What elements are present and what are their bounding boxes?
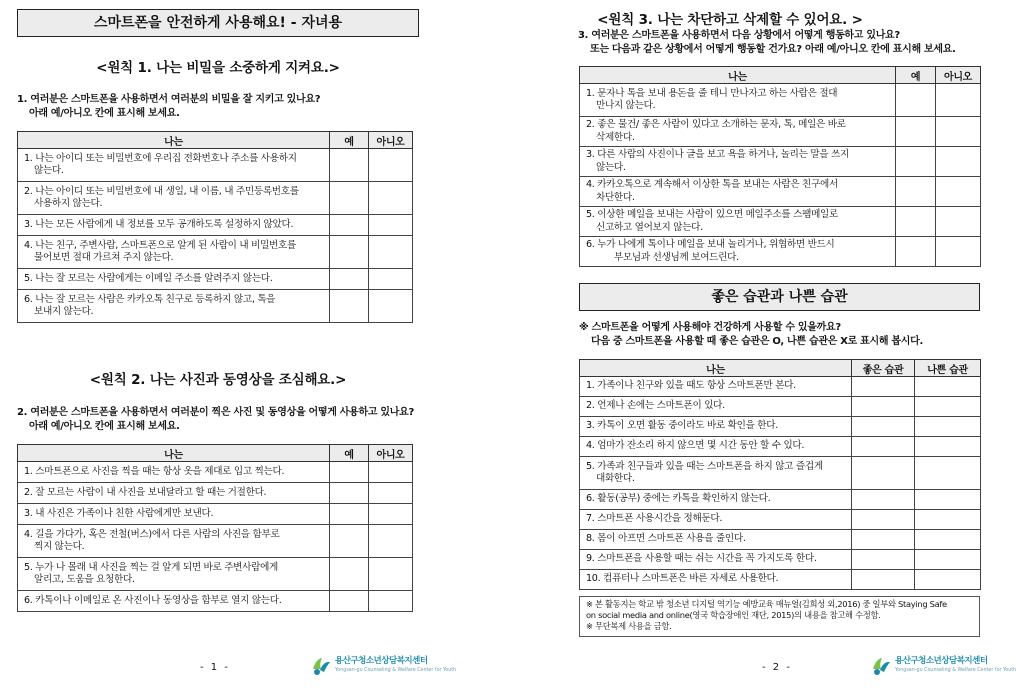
logo-mark-icon [310, 655, 332, 677]
logo-name: 용산구청소년상담복지센터 [335, 656, 428, 666]
good-habit-cell[interactable] [852, 510, 915, 530]
yes-checkbox-cell[interactable] [330, 462, 369, 483]
question-2-line-2: 아래 예/아니오 칸에 표시해 보세요. [29, 421, 180, 432]
page-number: - 2 - [762, 662, 792, 673]
no-checkbox-cell[interactable] [369, 525, 413, 558]
yes-checkbox-cell[interactable] [330, 236, 369, 269]
row-text: 5. 누가 나 몰래 내 사진을 찍는 걸 알게 되면 바로 주변사람에게 알리고, 도움을 요청한다. [18, 558, 330, 591]
table-row [18, 215, 413, 236]
column-header-good-habit: 좋은 습관 [852, 360, 915, 377]
row-text: 1. 문자나 톡을 보내 용돈을 줄 테니 만나자고 하는 사람은 절대 만나지 않는다. [580, 84, 896, 117]
table-row [580, 237, 981, 267]
yes-checkbox-cell[interactable] [330, 269, 369, 290]
no-checkbox-cell[interactable] [369, 215, 413, 236]
no-checkbox-cell[interactable] [369, 149, 413, 182]
principle-1-heading: <원칙 1. 나는 비밀을 소중하게 지켜요.> [96, 60, 340, 76]
row-text: 6. 카톡이나 이메일로 온 사진이나 동영상을 함부로 열지 않는다. [18, 591, 330, 612]
row-text: 6. 누가 나에게 톡이나 메일을 보내 놀리거나, 위협하면 반드시 부모님과 선생님께 보여드린다. [580, 237, 896, 267]
row-text: 8. 몸이 아프면 스마트폰 사용을 줄인다. [580, 530, 852, 550]
no-checkbox-cell[interactable] [369, 182, 413, 215]
row-text: 6. 활동(공부) 중에는 카톡을 확인하지 않는다. [580, 490, 852, 510]
no-checkbox-cell[interactable] [936, 117, 981, 147]
habits-checklist-table [579, 359, 981, 590]
table-row [580, 207, 981, 237]
table-row [580, 417, 981, 437]
bad-habit-cell[interactable] [915, 417, 981, 437]
row-text: 7. 스마트폰 사용시간을 정해둔다. [580, 510, 852, 530]
row-text: 2. 좋은 물건/ 좋은 사람이 있다고 소개하는 문자, 톡, 메일은 바로 삭제한다. [580, 117, 896, 147]
table-row [18, 483, 413, 504]
table-row [18, 269, 413, 290]
no-checkbox-cell[interactable] [369, 290, 413, 323]
no-checkbox-cell[interactable] [369, 558, 413, 591]
question-2 [17, 406, 414, 434]
no-checkbox-cell[interactable] [369, 504, 413, 525]
question-1-line-2: 아래 예/아니오 칸에 표시해 보세요. [29, 108, 180, 119]
yes-checkbox-cell[interactable] [330, 525, 369, 558]
page-2 [500, 0, 1016, 695]
table-row [18, 504, 413, 525]
table-row [580, 177, 981, 207]
question-4 [579, 321, 923, 349]
row-text: 3. 카톡이 오면 활동 중이라도 바로 확인을 한다. [580, 417, 852, 437]
question-1-line-1: 1. 여러분은 스마트폰을 사용하면서 여러분의 비밀을 잘 지키고 있나요? [17, 94, 321, 105]
table-row [18, 182, 413, 215]
note-line-1: ※ 본 활동지는 학교 밖 청소년 디지털 역기능 예방교육 매뉴얼(김희성 외,2016) 중 일부와 Staying Safe [586, 599, 947, 609]
habits-section-title: 좋은 습관과 나쁜 습관 [579, 283, 980, 311]
secret-checklist-table [17, 131, 413, 323]
no-checkbox-cell[interactable] [369, 236, 413, 269]
row-text: 4. 엄마가 잔소리 하지 않으면 몇 시간 동안 할 수 있다. [580, 437, 852, 457]
column-header-bad-habit: 나쁜 습관 [915, 360, 981, 377]
row-text: 3. 다른 사람의 사진이나 글을 보고 욕을 하거나, 놀리는 말을 쓰지 않는다. [580, 147, 896, 177]
row-text: 2. 나는 아이디 또는 비밀번호에 내 생일, 내 이름, 내 주민등록번호를 사용하지 않는다. [18, 182, 330, 215]
row-text: 1. 스마트폰으로 사진을 찍을 때는 항상 옷을 제대로 입고 찍는다. [18, 462, 330, 483]
question-1 [17, 93, 320, 121]
question-4-line-2: 다음 중 스마트폰을 사용할 때 좋은 습관은 O, 나쁜 습관은 X로 표시해 봅시다. [591, 336, 924, 347]
row-text: 4. 카카오톡으로 계속해서 이상한 톡을 보내는 사람은 친구에서 차단한다. [580, 177, 896, 207]
column-header-me: 나는 [580, 67, 896, 84]
bad-habit-cell[interactable] [915, 570, 981, 590]
table-row [580, 550, 981, 570]
column-header-me: 나는 [18, 132, 330, 149]
yes-checkbox-cell[interactable] [330, 182, 369, 215]
column-header-no: 아니오 [369, 445, 413, 462]
no-checkbox-cell[interactable] [936, 147, 981, 177]
good-habit-cell[interactable] [852, 417, 915, 437]
page-title: 스마트폰을 안전하게 사용해요! - 자녀용 [17, 9, 419, 37]
bad-habit-cell[interactable] [915, 490, 981, 510]
row-text: 5. 이상한 메일을 보내는 사람이 있으면 메일주소를 스팸메일로 신고하고 열어보지 않는다. [580, 207, 896, 237]
bad-habit-cell[interactable] [915, 397, 981, 417]
table-row [580, 437, 981, 457]
bad-habit-cell[interactable] [915, 377, 981, 397]
yes-checkbox-cell[interactable] [896, 147, 936, 177]
row-text: 3. 나는 모든 사람에게 내 정보를 모두 공개하도록 설정하지 않았다. [18, 215, 330, 236]
table-row [580, 84, 981, 117]
table-row [18, 149, 413, 182]
good-habit-cell[interactable] [852, 530, 915, 550]
yes-checkbox-cell[interactable] [330, 483, 369, 504]
yes-checkbox-cell[interactable] [896, 117, 936, 147]
row-text: 6. 나는 잘 모르는 사람은 카카오톡 친구로 등록하지 않고, 톡을 보내지 않는다. [18, 290, 330, 323]
yes-checkbox-cell[interactable] [896, 207, 936, 237]
bad-habit-cell[interactable] [915, 510, 981, 530]
table-row [18, 558, 413, 591]
good-habit-cell[interactable] [852, 397, 915, 417]
table-row [580, 490, 981, 510]
photo-checklist-table [17, 444, 413, 612]
row-text: 1. 가족이나 친구와 있을 때도 항상 스마트폰만 본다. [580, 377, 852, 397]
table-row [580, 377, 981, 397]
row-text: 5. 가족과 친구들과 있을 때는 스마트폰을 하지 않고 즐겁게 대화한다. [580, 457, 852, 490]
yes-checkbox-cell[interactable] [896, 177, 936, 207]
row-text: 2. 언제나 손에는 스마트폰이 있다. [580, 397, 852, 417]
yes-checkbox-cell[interactable] [896, 84, 936, 117]
note-line-3: ※ 무단복제 사용을 금함. [586, 621, 672, 631]
good-habit-cell[interactable] [852, 457, 915, 490]
table-row [18, 525, 413, 558]
table-row [18, 591, 413, 612]
no-checkbox-cell[interactable] [936, 84, 981, 117]
column-header-no: 아니오 [936, 67, 981, 84]
bad-habit-cell[interactable] [915, 530, 981, 550]
yes-checkbox-cell[interactable] [330, 558, 369, 591]
yes-checkbox-cell[interactable] [896, 237, 936, 267]
column-header-no: 아니오 [369, 132, 413, 149]
question-4-line-1: ※ 스마트폰을 어떻게 사용해야 건강하게 사용할 수 있을까요? [579, 322, 841, 333]
column-header-yes: 예 [896, 67, 936, 84]
logo-mark-icon [870, 655, 892, 677]
yes-checkbox-cell[interactable] [330, 290, 369, 323]
table-row [580, 397, 981, 417]
column-header-me: 나는 [580, 360, 852, 377]
good-habit-cell[interactable] [852, 570, 915, 590]
question-2-line-1: 2. 여러분은 스마트폰을 사용하면서 여러분이 찍은 사진 및 동영상을 어떻게 사용하고 있나요? [17, 407, 414, 418]
source-note [579, 596, 980, 637]
row-text: 4. 나는 친구, 주변사람, 스마트폰으로 알게 된 사람이 내 비밀번호를 물어보면 절대 가르쳐 주지 않는다. [18, 236, 330, 269]
note-line-2: on social media and online(영국 학습장애인 재단, 2015)의 내용을 참고해 수정함. [586, 610, 881, 620]
good-habit-cell[interactable] [852, 550, 915, 570]
page-1 [0, 0, 500, 695]
row-text: 3. 내 사진은 가족이나 친한 사람에게만 보낸다. [18, 504, 330, 525]
row-text: 2. 잘 모르는 사람이 내 사진을 보내달라고 할 때는 거절한다. [18, 483, 330, 504]
center-logo [870, 655, 1016, 677]
table-row [580, 530, 981, 550]
bad-habit-cell[interactable] [915, 457, 981, 490]
table-row [580, 570, 981, 590]
table-row [580, 117, 981, 147]
table-row [580, 457, 981, 490]
logo-english-name: Yongsan-gu Counseling & Welfare Center for Youth [335, 668, 457, 673]
table-row [18, 290, 413, 323]
block-delete-checklist-table [579, 66, 981, 267]
column-header-yes: 예 [330, 132, 369, 149]
row-text: 10. 컴퓨터나 스마트폰은 바른 자세로 사용한다. [580, 570, 852, 590]
yes-checkbox-cell[interactable] [330, 504, 369, 525]
row-text: 1. 나는 아이디 또는 비밀번호에 우리집 전화번호나 주소를 사용하지 않는다. [18, 149, 330, 182]
page-number: - 1 - [200, 662, 230, 673]
no-checkbox-cell[interactable] [369, 483, 413, 504]
no-checkbox-cell[interactable] [936, 237, 981, 267]
principle-3-heading: <원칙 3. 나는 차단하고 삭제할 수 있어요. > [597, 12, 863, 28]
question-3-line-2: 또는 다음과 같은 상황에서 어떻게 행동할 건가요? 아래 예/아니오 칸에 표시해 보세요. [590, 44, 956, 55]
principle-2-heading: <원칙 2. 나는 사진과 동영상을 조심해요.> [89, 372, 347, 388]
good-habit-cell[interactable] [852, 490, 915, 510]
logo-english-name: Yongsan-gu Counseling & Welfare Center for Youth [895, 668, 1016, 673]
no-checkbox-cell[interactable] [936, 177, 981, 207]
question-3-line-1: 3. 여러분은 스마트폰을 사용하면서 다음 상황에서 어떻게 행동하고 있나요? [578, 30, 900, 41]
column-header-me: 나는 [18, 445, 330, 462]
no-checkbox-cell[interactable] [369, 591, 413, 612]
no-checkbox-cell[interactable] [936, 207, 981, 237]
yes-checkbox-cell[interactable] [330, 591, 369, 612]
no-checkbox-cell[interactable] [369, 269, 413, 290]
row-text: 5. 나는 잘 모르는 사람에게는 이메일 주소를 알려주지 않는다. [18, 269, 330, 290]
row-text: 9. 스마트폰을 사용할 때는 쉬는 시간을 꼭 가지도록 한다. [580, 550, 852, 570]
good-habit-cell[interactable] [852, 437, 915, 457]
column-header-yes: 예 [330, 445, 369, 462]
bad-habit-cell[interactable] [915, 550, 981, 570]
table-row [580, 510, 981, 530]
bad-habit-cell[interactable] [915, 437, 981, 457]
row-text: 4. 길을 가다가, 혹은 전철(버스)에서 다른 사람의 사진을 함부로 찍지 않는다. [18, 525, 330, 558]
question-3 [578, 29, 956, 57]
no-checkbox-cell[interactable] [369, 462, 413, 483]
table-row [18, 236, 413, 269]
yes-checkbox-cell[interactable] [330, 149, 369, 182]
logo-name: 용산구청소년상담복지센터 [895, 656, 988, 666]
yes-checkbox-cell[interactable] [330, 215, 369, 236]
center-logo [310, 655, 456, 677]
table-row [18, 462, 413, 483]
good-habit-cell[interactable] [852, 377, 915, 397]
table-row [580, 147, 981, 177]
